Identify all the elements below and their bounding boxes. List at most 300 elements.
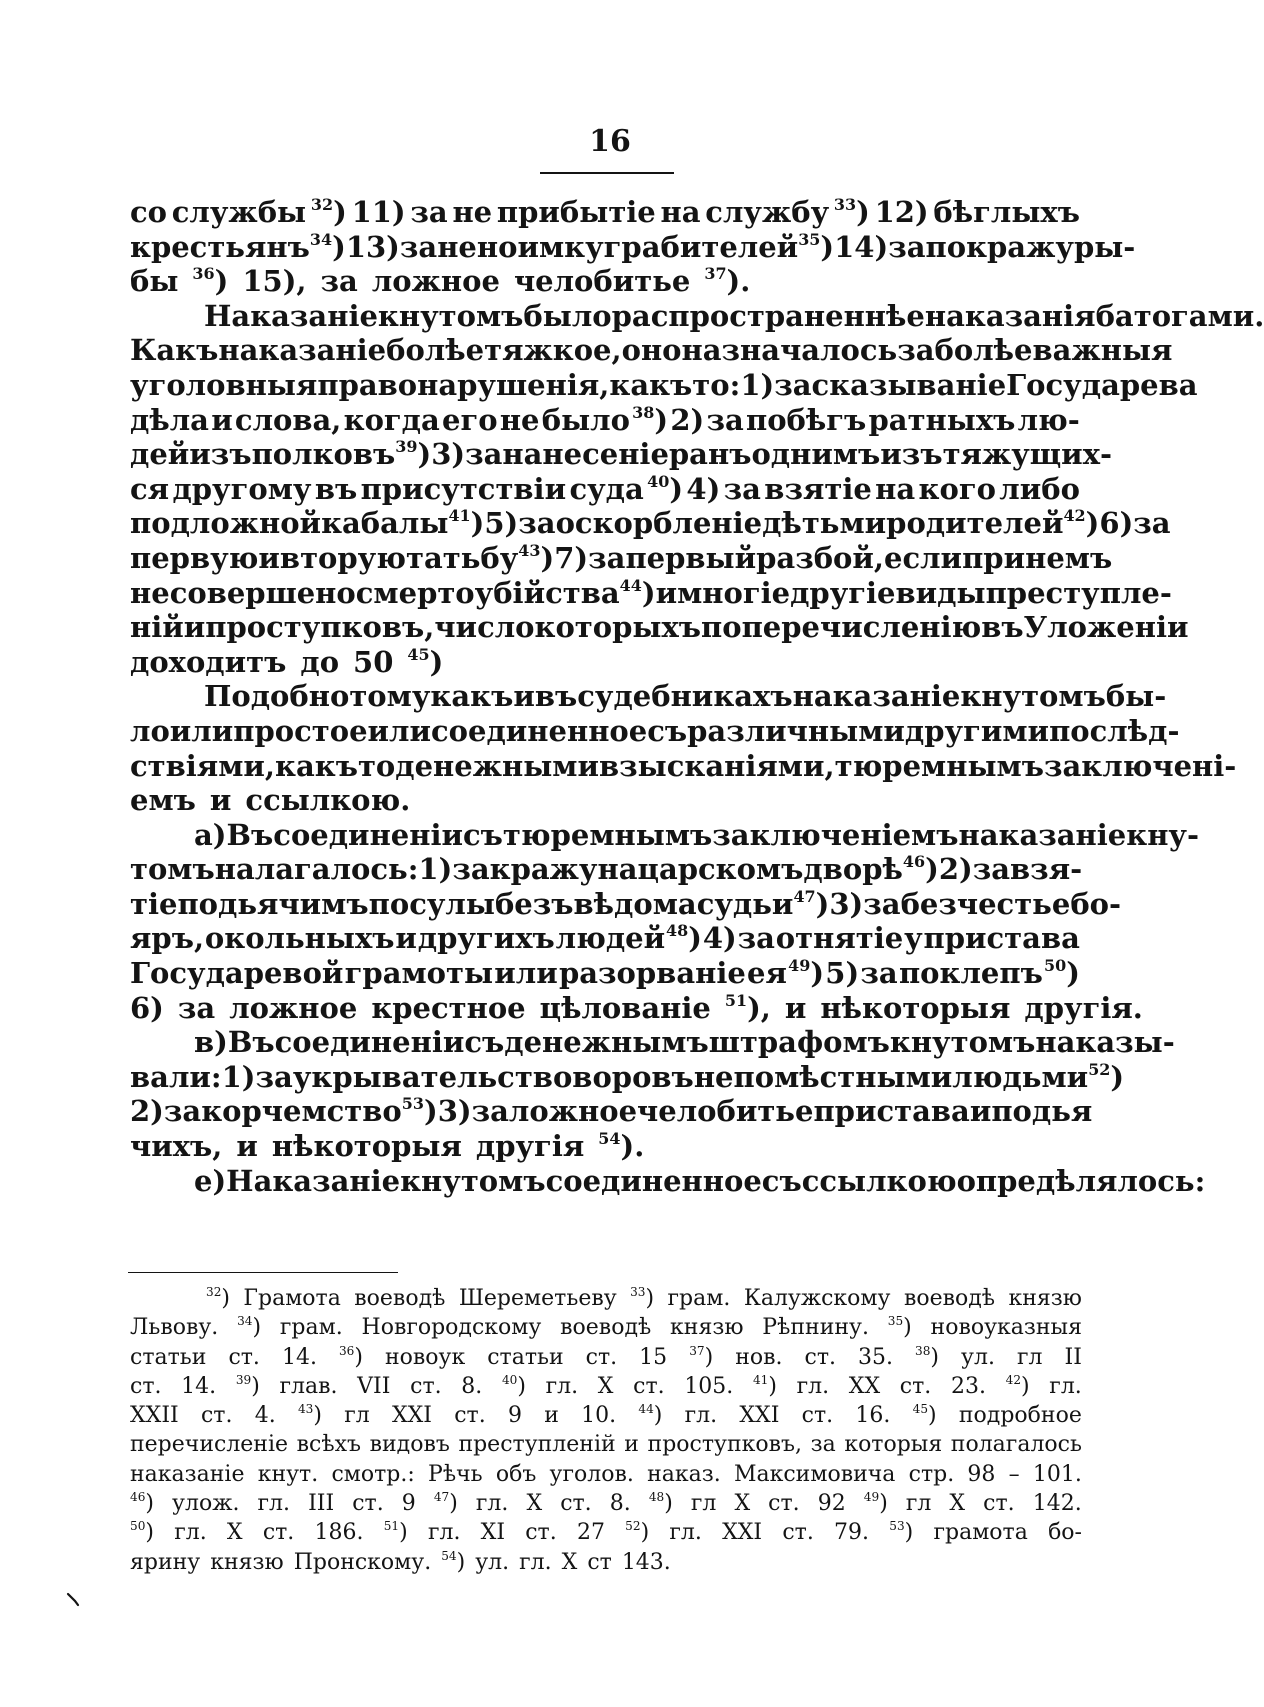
main-text-word: и [395, 921, 417, 956]
main-text-word: за [452, 852, 490, 887]
main-text-word: службу [705, 195, 830, 229]
footnote-word: 9 [401, 1491, 416, 1517]
main-text-word: налагалось: [214, 852, 419, 887]
footnote-line [130, 1430, 1082, 1459]
main-text-line [130, 1059, 1125, 1095]
main-text-word: 11) [351, 195, 406, 229]
footnote-word: Рѣчь [428, 1461, 483, 1487]
main-text-word: въ [534, 679, 578, 714]
footnote-word: 98 [967, 1461, 996, 1487]
main-text-word: $^{32}$) [310, 195, 347, 229]
main-text-word: денежными [395, 748, 599, 783]
main-text-word: сказываніе [811, 367, 1007, 402]
main-text-word: до [300, 644, 340, 679]
main-text-word: за [706, 402, 744, 437]
footnote-word: 105. [684, 1373, 734, 1399]
main-text-word: или [494, 956, 558, 991]
main-text-line [130, 403, 1080, 438]
main-text-word: и [969, 1094, 992, 1129]
footnote-word: ст. [228, 1344, 260, 1370]
main-text-word: было [523, 298, 612, 333]
main-text-word: челобитье [513, 264, 691, 299]
main-text-word: тяжущих- [942, 437, 1113, 472]
main-text-word: другими [904, 713, 1050, 748]
footnote-word: 92 [817, 1491, 846, 1517]
footnote-word: $^{40}$) [501, 1372, 526, 1399]
main-text-line [130, 506, 1171, 541]
main-text-word: бѣглыхъ [933, 195, 1080, 229]
main-text-word: вали: [130, 1059, 222, 1094]
main-text-word: уголовныя [130, 367, 318, 402]
main-text-line [130, 783, 1080, 818]
main-text-word: Наказаніе [226, 1163, 401, 1198]
footnote-word: Пронскому. [293, 1549, 432, 1575]
footnote-word: ст. [804, 1344, 836, 1370]
footnote-word: $^{39}$) [235, 1372, 260, 1399]
footnote-line [130, 1401, 1082, 1430]
main-text-word: $^{52}$) [1088, 1059, 1125, 1094]
footnote-word: – [1008, 1461, 1020, 1487]
footnote-word: ст. [200, 1403, 233, 1429]
main-text-word: $^{51}$), [724, 990, 771, 1025]
main-text-word: Уложеніи [1023, 610, 1189, 645]
main-text-word: преступле- [985, 575, 1172, 610]
main-text-word: и [655, 575, 678, 610]
main-text-word: взысканіями, [599, 748, 835, 783]
main-text-word: 2) [130, 1094, 164, 1129]
main-text-word: не [130, 575, 170, 610]
main-text-line [130, 713, 1180, 749]
main-text-word: грамоты [344, 956, 494, 991]
main-text-word: е) [194, 1163, 227, 1198]
main-text-word: Въ [227, 1025, 275, 1060]
footnote-word: VII [357, 1373, 391, 1399]
main-text-word: наказаніе [958, 817, 1127, 852]
main-text-word: 5) [484, 506, 519, 541]
footnote-word: $^{42}$) [1005, 1372, 1030, 1399]
footnote-word: ул. [475, 1549, 510, 1575]
main-text-word: наказанія [924, 298, 1096, 333]
main-text-word: поклепъ [898, 956, 1043, 991]
footnote-word: $^{51}$) [383, 1519, 408, 1546]
footnote-word: ст. [633, 1373, 665, 1399]
main-text-word: нанесеніе [502, 437, 669, 472]
main-text-word: кнутомъ [889, 1025, 1036, 1060]
footnote-word: X [949, 1491, 966, 1517]
footnote-word: ул. [961, 1344, 995, 1370]
footnote-word: $^{34}$) [237, 1314, 262, 1341]
main-text-word: крестьянъ [130, 229, 310, 264]
footnote-word: наказ. [647, 1461, 721, 1487]
main-text-word: Какъ [130, 333, 219, 368]
footnote-word: гл [1016, 1344, 1043, 1370]
main-text-word: кнутомъ [377, 298, 524, 333]
main-text-word: безъ [494, 886, 574, 921]
main-text-word: ствіями, [130, 748, 276, 783]
main-text-word: за [465, 437, 503, 472]
main-text-word: ея [747, 956, 787, 991]
main-text-body [130, 195, 1264, 1198]
main-text-word: въ [981, 610, 1024, 645]
footnote-word: гл. [475, 1491, 509, 1517]
footnote-word: X [561, 1549, 578, 1575]
main-text-word: соединеніи [273, 817, 463, 852]
main-text-word: опредѣлялось: [956, 1163, 1206, 1198]
footnote-word: стр. [908, 1461, 955, 1487]
footnote-word: ст [587, 1549, 612, 1575]
main-text-word: 12) [874, 195, 929, 229]
main-text-word: на [875, 471, 916, 506]
main-text-word: за [163, 1094, 202, 1129]
main-text-line [130, 645, 1080, 680]
main-text-line [130, 610, 1189, 645]
footnote-word: XX [848, 1373, 881, 1399]
main-text-word: за [518, 506, 556, 541]
main-text-line [130, 886, 1122, 922]
main-text-word: съ [647, 713, 688, 748]
main-text-word: за [737, 921, 775, 956]
main-text-word: соединеніи [274, 1025, 465, 1060]
footnote-word: наказаніе [130, 1461, 245, 1487]
main-text-word: Въ [226, 817, 274, 852]
main-text-word: съ [761, 1163, 802, 1198]
main-text-word: подья [991, 1094, 1093, 1129]
main-text-word: ся [130, 471, 170, 506]
main-text-word: и [211, 402, 233, 437]
main-text-word: 3) [431, 437, 466, 472]
footnote-word: $^{48}$) [648, 1490, 673, 1517]
footnote-word: $^{33}$) [630, 1284, 655, 1311]
main-text-word: 13) [345, 229, 400, 264]
main-text-word: 15), [242, 264, 307, 299]
footnote-word: 4. [254, 1403, 276, 1429]
main-text-word: какъ [430, 679, 514, 714]
main-text-word: за [410, 195, 448, 229]
main-text-word: за [860, 956, 898, 991]
main-text-word: побѣгъ [745, 402, 867, 437]
footnote-word: кнут. [257, 1461, 319, 1487]
main-text-line [130, 956, 1080, 991]
main-text-word: тому [349, 679, 431, 714]
main-text-line [130, 298, 1264, 334]
main-text-word: болѣе [934, 333, 1033, 368]
main-text-word: людьми [952, 1059, 1089, 1094]
footnote-word: ст. [801, 1403, 834, 1429]
main-text-word: 5) [825, 956, 860, 991]
main-text-word: ній [130, 610, 184, 645]
footnote-word: $^{43}$) [297, 1402, 322, 1429]
main-text-word: за [972, 852, 1011, 887]
main-text-word: подьячимъ [177, 886, 369, 921]
main-text-word: чихъ, [130, 1129, 223, 1164]
main-text-word: распространеннѣе [611, 298, 925, 333]
main-text-word: $^{42}$) [1063, 506, 1100, 541]
main-text-word: 2) [670, 402, 705, 437]
main-text-word: $^{34}$) [309, 229, 346, 264]
main-text-word: дѣтьми [762, 506, 887, 541]
footnote-word: гл [690, 1491, 717, 1517]
main-text-word: и [258, 540, 280, 575]
main-text-word: съ [464, 1025, 505, 1060]
footnote-word: 14. [281, 1344, 317, 1370]
stray-ink-mark [66, 1592, 80, 1606]
main-text-word: ратныхъ [868, 402, 1016, 437]
main-text-word: ссылкою [801, 1163, 957, 1198]
footnote-word: объ [495, 1461, 537, 1487]
main-text-word: яръ, [130, 921, 205, 956]
main-text-line [130, 264, 1080, 299]
footnote-word: 9 [507, 1403, 522, 1429]
main-text-word: однимъ [751, 437, 881, 472]
main-text-word: безчестье [900, 886, 1071, 921]
main-text-line [130, 990, 1143, 1026]
main-text-word: 14) [834, 229, 889, 264]
main-text-word: другому [172, 471, 312, 506]
main-text-word: дей [130, 437, 190, 472]
footnote-word: ст. [983, 1491, 1015, 1517]
main-text-word: 3) [437, 1094, 472, 1129]
footnote-word: Новгородскому [361, 1315, 542, 1341]
main-text-word: было [541, 402, 630, 437]
footnote-word: $^{53}$) [889, 1519, 914, 1546]
footnote-word: ст. [130, 1373, 162, 1399]
footnote-word: $^{49}$) [863, 1490, 888, 1517]
main-text-word: разорваніе [558, 956, 746, 991]
main-text-word: назначалось [681, 333, 898, 368]
main-text-word: дворѣ [803, 852, 903, 887]
main-text-word: проступковъ, [205, 610, 435, 645]
main-text-word: судьи [696, 886, 794, 921]
main-text-word: $^{35}$) [798, 229, 835, 264]
main-text-word: посулы [368, 886, 495, 921]
footnote-word: X [526, 1491, 543, 1517]
footnote-word: ст. [560, 1491, 592, 1517]
main-text-word: 4) [686, 471, 721, 506]
main-text-word: оно [621, 333, 682, 368]
main-text-line [130, 1094, 1093, 1129]
footnote-word: и [624, 1432, 639, 1458]
footnote-word: князю [670, 1315, 744, 1341]
footnote-word: воеводѣ [903, 1286, 996, 1311]
footnote-word: 23. [950, 1373, 986, 1399]
footnote-word: $^{46}$) [130, 1490, 154, 1517]
footnote-word: ст. [525, 1520, 557, 1546]
footnote-word: $^{36}$) [338, 1343, 363, 1370]
main-text-word: 3) [829, 886, 864, 921]
main-text-word: на [660, 195, 701, 229]
main-text-word: 6) [130, 990, 164, 1025]
footnote-word: Рѣпнину. [762, 1315, 869, 1341]
main-text-word: помѣстными [733, 1059, 953, 1094]
footnote-word: II [1064, 1344, 1082, 1370]
footnote-word: ст. [768, 1491, 800, 1517]
main-text-word: $^{54}$). [598, 1129, 645, 1164]
page-number: 16 [589, 124, 631, 159]
main-text-word: кабалы [321, 506, 449, 541]
main-text-word: за [471, 1094, 509, 1129]
main-text-word: $^{38}$) [632, 402, 669, 437]
main-text-word: за [888, 229, 926, 264]
main-text-word: важныя [1032, 333, 1173, 368]
main-text-word: ложное [508, 1094, 638, 1129]
main-text-word: число [434, 610, 535, 645]
footnote-word: 14. [181, 1373, 217, 1399]
main-text-word: правонарушенія, [317, 367, 610, 402]
main-text-word: когда [343, 402, 440, 437]
main-text-word: $^{46}$) [902, 852, 939, 887]
main-text-word: томъ [130, 852, 215, 887]
main-text-word: за [1133, 506, 1171, 541]
main-text-word: царскомъ [637, 852, 804, 887]
main-text-word: денежнымъ [504, 1025, 709, 1060]
main-text-word: а) [194, 817, 227, 852]
footnote-word: гл. [427, 1520, 461, 1546]
footnote-word: уголов. [549, 1461, 634, 1487]
main-text-line [130, 852, 1083, 887]
main-text-word: неноимку [437, 229, 604, 264]
main-text-line [130, 575, 1172, 611]
footnote-word: ст. [899, 1373, 932, 1399]
footnote-word: X [226, 1520, 243, 1546]
footnote-word: XXI [391, 1403, 432, 1429]
footnote-word: гл. [796, 1373, 830, 1399]
footnote-line [130, 1313, 1082, 1342]
footnote-word: 8. [609, 1491, 631, 1517]
footnote-word: статьи [487, 1344, 564, 1370]
main-text-word: Наказаніе [204, 298, 378, 333]
main-text-word: за [897, 333, 935, 368]
main-text-line [130, 1129, 1080, 1164]
main-text-word: крестное [371, 990, 526, 1025]
main-text-word: 50 [353, 644, 394, 679]
footnote-word: смотр.: [331, 1461, 415, 1487]
footnote-word: $^{32}$) [206, 1284, 230, 1311]
main-text-word: наказы- [1035, 1025, 1175, 1060]
main-text-word: первую [130, 540, 259, 575]
footnote-word: гл. [684, 1403, 718, 1429]
main-text-word: кнутомъ [960, 679, 1106, 714]
main-text-word: 1) [418, 852, 453, 887]
main-text-word: лю- [1017, 402, 1080, 437]
main-text-word: взя- [1010, 852, 1083, 887]
main-text-word: какъ [275, 748, 358, 783]
main-text-word: штрафомъ [708, 1025, 890, 1060]
main-text-word: окольныхъ [204, 921, 395, 956]
footnote-word: бо- [1048, 1520, 1082, 1546]
main-text-word: укрывательство [292, 1059, 573, 1094]
main-text-word: другія. [1024, 990, 1143, 1025]
footnote-word: подробное [958, 1403, 1082, 1429]
footnote-word: $^{50}$) [130, 1519, 154, 1546]
main-text-word: $^{39}$) [395, 437, 432, 472]
main-text-word: болѣе [386, 333, 485, 368]
main-text-line [130, 817, 1200, 853]
footnote-line [130, 1460, 1082, 1489]
main-text-word: 6) [1099, 506, 1134, 541]
main-text-line [130, 748, 1237, 784]
main-text-word: присутствіи [360, 471, 567, 506]
main-text-word: за [588, 540, 626, 575]
main-text-word: пристава [813, 1094, 970, 1129]
main-text-word: за [399, 229, 438, 264]
footnote-word: за [810, 1432, 836, 1458]
main-text-word: цѣлованіе [539, 990, 711, 1025]
main-text-word: или [169, 713, 234, 748]
footnote-word: $^{37}$) [689, 1343, 714, 1370]
footnote-word: перечисленіе [130, 1432, 289, 1458]
footnote-word: Калужскому [743, 1286, 891, 1311]
main-text-word: кнутомъ [400, 1163, 546, 1198]
footnote-word: Львову. [130, 1315, 219, 1341]
main-text-word: воровъ [572, 1059, 694, 1094]
main-text-word: $^{53}$) [401, 1094, 438, 1129]
main-text-word: за [863, 886, 901, 921]
footnote-word: новоук [384, 1344, 466, 1370]
main-text-word: его [442, 402, 498, 437]
main-text-line [130, 437, 1113, 472]
main-text-word: кражу [489, 852, 598, 887]
main-text-word: $^{33}$) [833, 195, 870, 229]
footnote-word: $^{47}$) [433, 1490, 458, 1517]
footnote-word: гл [344, 1403, 370, 1429]
footnote-word: грам. [667, 1286, 731, 1311]
main-text-word: у [904, 921, 923, 956]
main-text-word: Государевой [130, 956, 344, 991]
main-text-word: прибытіе [496, 195, 656, 229]
main-text-word: либо [999, 471, 1080, 506]
main-text-word: смертоубійства [355, 575, 620, 610]
main-text-word: съ [463, 817, 503, 852]
footnote-word: новоуказныя [930, 1315, 1082, 1341]
main-text-word: $^{43}$) [518, 540, 555, 575]
main-text-line [130, 472, 1080, 507]
footnote-line [130, 1548, 1082, 1577]
main-text-line [130, 921, 1080, 956]
main-text-word: другихъ [417, 921, 555, 956]
main-text-word: нѣкоторыя [271, 1129, 462, 1164]
main-text-line [130, 333, 1173, 368]
main-text-word: $^{47}$) [793, 886, 830, 921]
footnote-word: $^{35}$) [887, 1314, 912, 1341]
main-text-word: 7) [554, 540, 589, 575]
main-text-word: Подобно [204, 679, 350, 714]
main-text-word: не [499, 402, 540, 437]
footnote-word: преступленій [458, 1432, 616, 1458]
footnote-word: 79. [834, 1520, 870, 1546]
footnote-word: нов. [735, 1344, 783, 1370]
main-text-word: ссылкою. [245, 783, 411, 818]
footnote-word: гл [905, 1491, 932, 1517]
footnotes-block [130, 1284, 1082, 1577]
main-text-word: $^{40}$) [647, 471, 684, 506]
main-text-word: и [236, 1129, 258, 1164]
footnote-word: улож. [172, 1491, 240, 1517]
footnote-word: III [308, 1491, 335, 1517]
main-text-word: какъ [609, 367, 693, 402]
main-text-word: службы [171, 195, 307, 229]
main-text-word: тяжкое, [484, 333, 622, 368]
main-text-word: перечисленію [741, 610, 982, 645]
main-text-word: $^{44}$) [619, 575, 656, 610]
main-text-word: изъ [880, 437, 943, 472]
footnote-word: ст. [262, 1520, 295, 1546]
main-text-word: тюремнымъ [502, 817, 713, 852]
footnote-word: XXI [722, 1520, 763, 1546]
main-text-word: простое [233, 713, 368, 748]
footnote-word: 186. [314, 1520, 364, 1546]
main-text-word: дѣла [130, 402, 209, 437]
footnote-word: XXI [739, 1403, 780, 1429]
